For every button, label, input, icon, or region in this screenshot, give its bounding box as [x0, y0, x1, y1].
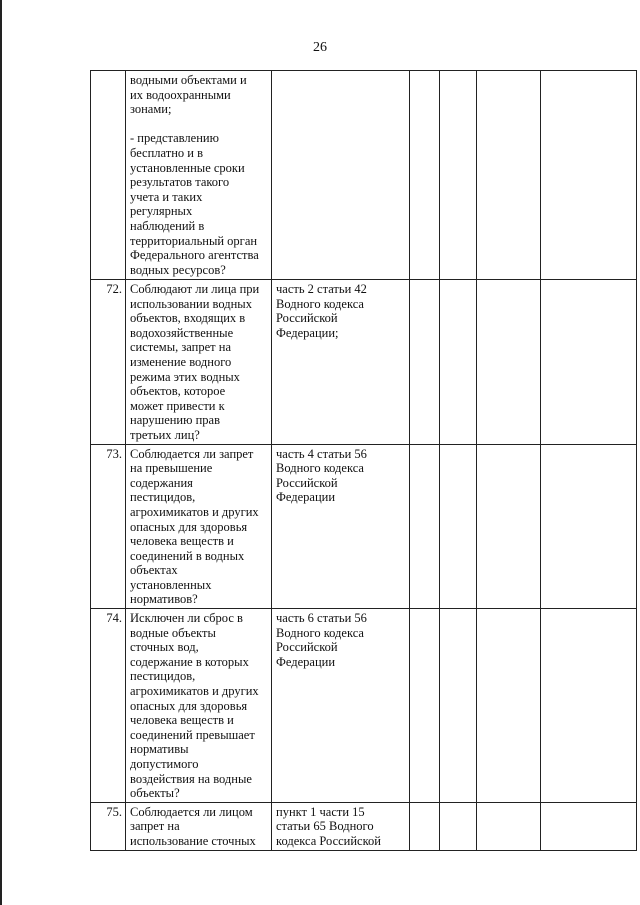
- answer-cell: [440, 280, 477, 445]
- requirement-question: [126, 71, 272, 280]
- legal-reference-line: часть 2 статьи 42: [276, 282, 367, 296]
- row-number: 73.: [91, 444, 126, 609]
- requirement-question-line: территориальный орган: [130, 233, 258, 248]
- requirement-question-line: нормативы: [130, 742, 189, 757]
- requirement-question-line: изменение водного: [130, 354, 232, 369]
- legal-reference-line: Федерации: [276, 490, 336, 505]
- legal-reference-line: Водного кодекса: [276, 296, 364, 311]
- requirement-question-line: нарушению прав: [130, 413, 220, 428]
- requirement-question-line: пестицидов,: [130, 669, 196, 684]
- requirement-question-line: водные объекты: [130, 625, 216, 640]
- answer-cell: [410, 609, 440, 803]
- answer-cell: [477, 802, 541, 850]
- requirement-question-line: водных ресурсов?: [130, 262, 226, 277]
- requirement-question-line: режима этих водных: [130, 369, 240, 384]
- requirement-question-line: учета и таких: [130, 189, 203, 204]
- requirement-question-line: человека веществ и: [130, 534, 234, 549]
- checklist-rows: [91, 71, 637, 851]
- page-left-edge: [0, 0, 2, 905]
- requirement-question-line: бесплатно и в: [130, 145, 203, 160]
- answer-cell: [541, 802, 637, 850]
- row-number: [91, 71, 126, 280]
- legal-reference: [272, 280, 410, 445]
- legal-reference-line: Федерации: [276, 654, 336, 669]
- requirement-question: [126, 280, 272, 445]
- legal-reference: [272, 802, 410, 850]
- legal-reference-line: кодекса Российской: [276, 833, 381, 848]
- requirement-question-line: человека веществ и: [130, 713, 234, 728]
- answer-cell: [477, 444, 541, 609]
- table-row: [91, 71, 637, 280]
- page-number: 26: [313, 40, 327, 55]
- answer-cell: [477, 609, 541, 803]
- requirement-question-line: Исключен ли сброс в: [130, 611, 243, 626]
- requirement-question-line: опасных для здоровья: [130, 698, 248, 713]
- answer-cell: [410, 802, 440, 850]
- legal-reference-line: Водного кодекса: [276, 625, 364, 640]
- answer-cell: [440, 609, 477, 803]
- requirement-question-line: пестицидов,: [130, 490, 196, 505]
- requirement-question-line: водохозяйственные: [130, 325, 234, 340]
- legal-reference: [272, 609, 410, 803]
- requirement-question-line: нормативов?: [130, 592, 198, 607]
- requirement-question-line: зонами;: [130, 102, 172, 117]
- answer-cell: [541, 71, 637, 280]
- requirement-question-line: системы, запрет на: [130, 340, 231, 355]
- legal-reference-line: Российской: [276, 640, 338, 655]
- requirement-question-line: агрохимикатов и других: [130, 684, 259, 699]
- row-number: 72.: [91, 280, 126, 445]
- legal-reference-line: Российской: [276, 475, 338, 490]
- requirement-question: [126, 444, 272, 609]
- requirement-question-line: соединений превышает: [130, 727, 255, 742]
- legal-reference: [272, 71, 410, 280]
- requirement-question-line: сточных вод,: [130, 640, 199, 655]
- table-row: [91, 802, 637, 850]
- requirement-question-line: [130, 117, 268, 132]
- checklist-table: [90, 70, 637, 851]
- answer-cell: [477, 280, 541, 445]
- row-number: 74.: [91, 609, 126, 803]
- requirement-question-line: может привести к: [130, 398, 225, 413]
- requirement-question-line: объекты?: [130, 786, 180, 801]
- requirement-question-line: наблюдений в: [130, 218, 205, 233]
- requirement-question-line: их водоохранными: [130, 87, 231, 102]
- table-row: [91, 609, 637, 803]
- requirement-question-line: опасных для здоровья: [130, 519, 248, 534]
- requirement-question-line: установленные сроки: [130, 160, 245, 175]
- requirement-question-line: третьих лиц?: [130, 427, 200, 442]
- requirement-question-line: соединений в водных: [130, 548, 245, 563]
- requirement-question-line: регулярных: [130, 204, 193, 219]
- answer-cell: [477, 71, 541, 280]
- requirement-question-line: объектов, которое: [130, 384, 226, 399]
- requirement-question-line: - представлению: [130, 131, 219, 146]
- answer-cell: [541, 444, 637, 609]
- requirement-question-line: содержания: [130, 475, 193, 490]
- requirement-question-line: содержание в которых: [130, 654, 249, 669]
- answer-cell: [541, 280, 637, 445]
- answer-cell: [410, 444, 440, 609]
- answer-cell: [440, 71, 477, 280]
- legal-reference: [272, 444, 410, 609]
- legal-reference-line: часть 4 статьи 56: [276, 446, 367, 461]
- requirement-question-line: водными объектами и: [130, 73, 247, 87]
- answer-cell: [541, 609, 637, 803]
- requirement-question-line: Соблюдается ли запрет: [130, 446, 254, 461]
- table-row: [91, 444, 637, 609]
- answer-cell: [410, 280, 440, 445]
- requirement-question-line: установленных: [130, 577, 212, 592]
- legal-reference-line: Федерации;: [276, 325, 339, 340]
- requirement-question-line: использование сточных: [130, 833, 256, 848]
- table-row: [91, 280, 637, 445]
- requirement-question-line: агрохимикатов и других: [130, 504, 259, 519]
- requirement-question-line: Соблюдается ли лицом: [130, 804, 253, 819]
- answer-cell: [410, 71, 440, 280]
- legal-reference-line: часть 6 статьи 56: [276, 611, 367, 626]
- legal-reference-line: пункт 1 части 15: [276, 804, 365, 819]
- answer-cell: [440, 802, 477, 850]
- legal-reference-line: статьи 65 Водного: [276, 819, 374, 834]
- requirement-question-line: объектов, входящих в: [130, 311, 246, 326]
- requirement-question-line: использовании водных: [130, 296, 252, 311]
- requirement-question-line: допустимого: [130, 757, 199, 771]
- requirement-question-line: воздействия на водные: [130, 771, 252, 786]
- answer-cell: [440, 444, 477, 609]
- legal-reference-line: Водного кодекса: [276, 461, 364, 476]
- requirement-question-line: запрет на: [130, 819, 180, 834]
- row-number: 75.: [91, 802, 126, 850]
- legal-reference-line: Российской: [276, 311, 338, 326]
- requirement-question-line: Соблюдают ли лица при: [130, 282, 260, 296]
- requirement-question-line: на превышение: [130, 461, 213, 476]
- requirement-question-line: Федерального агентства: [130, 248, 259, 263]
- requirement-question: [126, 609, 272, 803]
- requirement-question-line: объектах: [130, 563, 178, 578]
- requirement-question-line: результатов такого: [130, 175, 230, 190]
- requirement-question: [126, 802, 272, 850]
